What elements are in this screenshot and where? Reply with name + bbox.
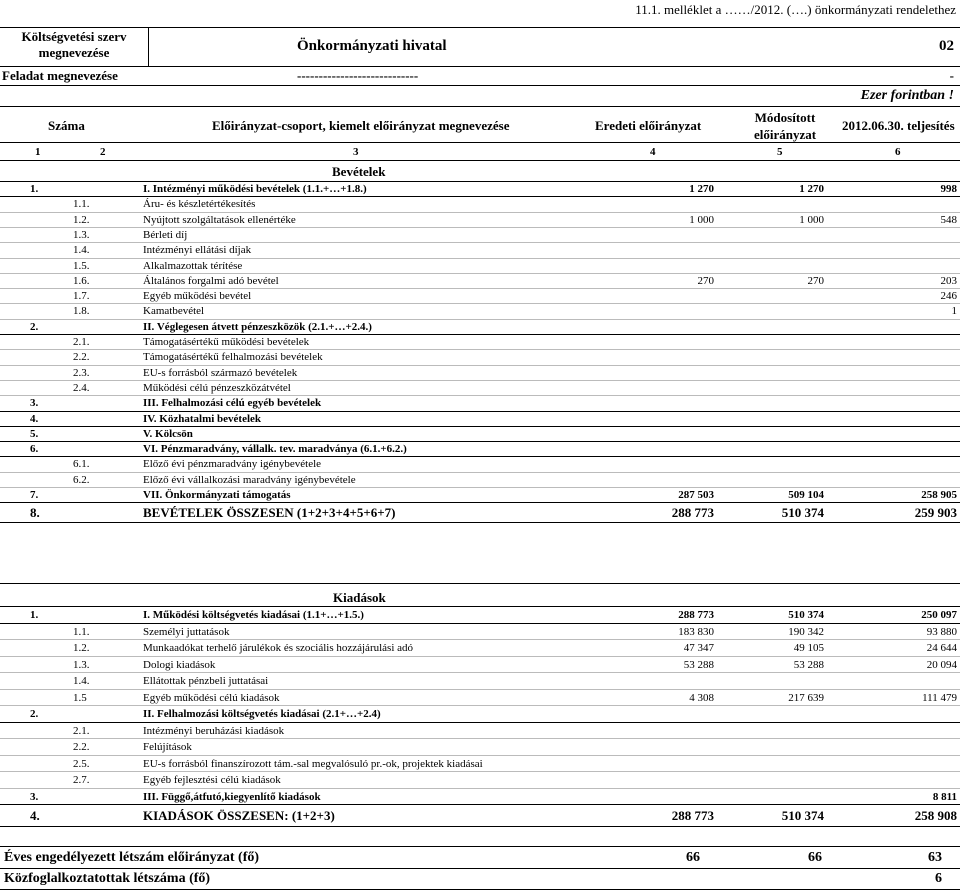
table-row bbox=[0, 690, 960, 707]
row-number: 3. bbox=[30, 790, 39, 803]
org-code: 02 bbox=[939, 38, 954, 54]
row-subnumber: 1.4. bbox=[73, 675, 90, 687]
row-label: Előző évi pénzmaradvány igénybevétele bbox=[143, 458, 322, 471]
table-row bbox=[0, 706, 960, 723]
row-eredeti: 288 773 bbox=[671, 808, 714, 823]
table-row bbox=[0, 366, 960, 381]
table-row bbox=[0, 197, 960, 212]
row-subnumber: 2.1. bbox=[73, 336, 90, 348]
row-label: Ellátottak pénzbeli juttatásai bbox=[143, 675, 269, 687]
row-eredeti: 1 000 bbox=[689, 213, 714, 226]
row-number: 1. bbox=[30, 183, 39, 195]
row-eredeti: 47 347 bbox=[683, 642, 714, 654]
row-label: Áru- és készletértékesítés bbox=[143, 198, 256, 211]
row-label: BEVÉTELEK ÖSSZESEN (1+2+3+4+5+6+7) bbox=[143, 505, 396, 521]
row-modositott: 49 105 bbox=[793, 642, 824, 654]
row-number: 6. bbox=[30, 443, 39, 456]
row-label: Támogatásértékű felhalmozási bevételek bbox=[143, 351, 323, 364]
row-label: II. Véglegesen átvett pénzeszközök (2.1.+…+2.4.) bbox=[143, 320, 372, 333]
row-modositott: 1 000 bbox=[799, 213, 824, 226]
row-modositott: 509 104 bbox=[788, 489, 824, 501]
row-teljesites: 203 bbox=[940, 274, 957, 287]
table-row bbox=[0, 457, 960, 472]
table-row bbox=[0, 427, 960, 442]
col-modositott-line2: előirányzat bbox=[753, 127, 817, 142]
row-teljesites: 259 903 bbox=[914, 505, 957, 521]
row-teljesites: 93 880 bbox=[926, 625, 957, 638]
row-label: I. Intézményi működési bevételek (1.1.+…+1.8.) bbox=[143, 183, 367, 195]
row-eredeti: 288 773 bbox=[671, 505, 714, 521]
row-modositott: 510 374 bbox=[781, 505, 824, 521]
row-label: Intézményi beruházási kiadások bbox=[143, 724, 285, 737]
row-label: Felújítások bbox=[143, 741, 192, 753]
row-label: Működési célú pénzeszközátvétel bbox=[143, 381, 291, 394]
divider bbox=[0, 522, 960, 523]
letszam-modositott: 66 bbox=[808, 850, 822, 865]
feladat-value: ---------------------------- bbox=[297, 68, 419, 83]
divider bbox=[0, 160, 960, 161]
col-modositott-line1: Módosított bbox=[754, 110, 816, 125]
row-subnumber: 2.7. bbox=[73, 774, 90, 786]
row-teljesites: 24 644 bbox=[926, 642, 957, 654]
row-teljesites: 258 905 bbox=[921, 489, 957, 501]
col-num-6: 6 bbox=[895, 146, 901, 158]
divider bbox=[0, 142, 960, 143]
row-subnumber: 1.3. bbox=[73, 658, 90, 671]
table-row bbox=[0, 396, 960, 411]
row-label: II. Felhalmozási költségvetés kiadásai (2.1+…+2.4) bbox=[143, 708, 381, 720]
row-number: 4. bbox=[30, 412, 39, 425]
row-teljesites: 111 479 bbox=[922, 691, 957, 704]
row-subnumber: 2.2. bbox=[73, 351, 90, 364]
divider bbox=[0, 826, 960, 827]
table-row bbox=[0, 274, 960, 289]
row-subnumber: 2.1. bbox=[73, 724, 90, 737]
table-row bbox=[0, 304, 960, 319]
row-eredeti: 4 308 bbox=[689, 691, 714, 704]
row-label: EU-s forrásból származó bevételek bbox=[143, 366, 298, 379]
row-subnumber: 1.1. bbox=[73, 625, 90, 638]
divider bbox=[0, 889, 960, 890]
kozfog-label: Közfoglalkoztatottak létszáma (fő) bbox=[4, 871, 211, 886]
divider bbox=[148, 28, 149, 66]
kozfog-teljesites: 6 bbox=[935, 871, 942, 886]
table-row bbox=[0, 789, 960, 806]
row-teljesites: 246 bbox=[940, 290, 957, 303]
table-row bbox=[0, 640, 960, 657]
col-num-2: 2 bbox=[100, 146, 106, 158]
letszam-teljesites: 63 bbox=[928, 850, 942, 865]
table-row bbox=[0, 607, 960, 624]
row-teljesites: 258 908 bbox=[914, 808, 957, 823]
table-row bbox=[0, 657, 960, 674]
row-number: 2. bbox=[30, 320, 39, 333]
table-row bbox=[0, 259, 960, 274]
col-modositott bbox=[730, 109, 840, 143]
table-row bbox=[0, 442, 960, 457]
col-num-4: 4 bbox=[650, 146, 656, 158]
row-label: VI. Pénzmaradvány, vállalk. tev. maradványa (6.1.+6.2.) bbox=[143, 443, 407, 456]
org-name: Önkormányzati hivatal bbox=[297, 38, 447, 54]
row-label: KIADÁSOK ÖSSZESEN: (1+2+3) bbox=[143, 808, 335, 823]
table-row bbox=[0, 412, 960, 427]
row-modositott: 510 374 bbox=[788, 609, 824, 621]
row-label: Nyújtott szolgáltatások ellenértéke bbox=[143, 213, 296, 226]
row-subnumber: 2.3. bbox=[73, 366, 90, 379]
feladat-label: Feladat megnevezése bbox=[2, 68, 118, 83]
row-label: Támogatásértékű működési bevételek bbox=[143, 336, 310, 348]
row-subnumber: 1.2. bbox=[73, 213, 90, 226]
divider bbox=[0, 66, 960, 67]
row-eredeti: 288 773 bbox=[678, 609, 714, 621]
row-label: Előző évi vállalkozási maradvány igénybevétele bbox=[143, 473, 356, 486]
row-modositott: 53 288 bbox=[793, 658, 824, 671]
row-eredeti: 1 270 bbox=[689, 183, 714, 195]
row-eredeti: 183 830 bbox=[678, 625, 714, 638]
table-row bbox=[0, 624, 960, 641]
table-row bbox=[0, 756, 960, 773]
table-row bbox=[0, 213, 960, 228]
row-subnumber: 1.8. bbox=[73, 305, 90, 318]
row-subnumber: 1.7. bbox=[73, 290, 90, 303]
col-num-5: 5 bbox=[777, 146, 783, 158]
feladat-code: - bbox=[949, 68, 954, 83]
row-subnumber: 1.6. bbox=[73, 274, 90, 287]
row-number: 4. bbox=[30, 808, 40, 823]
row-number: 5. bbox=[30, 427, 39, 440]
row-label: Kamatbevétel bbox=[143, 305, 205, 318]
row-label: I. Működési költségvetés kiadásai (1.1+…+1.5.) bbox=[143, 609, 364, 621]
row-label: Személyi juttatások bbox=[143, 625, 230, 638]
kolts-label bbox=[0, 29, 148, 61]
table-row bbox=[0, 182, 960, 197]
annex-note: 11.1. melléklet a ……/2012. (….) önkormányzati rendelethez bbox=[635, 2, 956, 17]
row-modositott: 1 270 bbox=[799, 183, 824, 195]
table-row bbox=[0, 488, 960, 503]
row-label: Alkalmazottak térítése bbox=[143, 259, 243, 272]
row-label: Munkaadókat terhelő járulékok és szociális hozzájárulási adó bbox=[143, 642, 414, 654]
divider bbox=[0, 85, 960, 86]
row-label: EU-s forrásból finanszírozott tám.-sal megvalósuló pr.-ok, projektek kiadásai bbox=[143, 757, 483, 770]
col-num-3: 3 bbox=[353, 146, 359, 158]
unit-label: Ezer forintban ! bbox=[860, 88, 954, 103]
bevetelek-title: Bevételek bbox=[332, 164, 386, 179]
row-label: Általános forgalmi adó bevétel bbox=[143, 274, 279, 287]
row-subnumber: 2.5. bbox=[73, 757, 90, 770]
row-eredeti: 270 bbox=[697, 274, 714, 287]
row-subnumber: 1.5 bbox=[73, 691, 87, 704]
row-teljesites: 250 097 bbox=[921, 609, 957, 621]
table-row bbox=[0, 772, 960, 789]
divider bbox=[0, 106, 960, 107]
row-number: 7. bbox=[30, 489, 39, 501]
kiadasok-title: Kiadások bbox=[333, 590, 386, 605]
row-label: IV. Közhatalmi bevételek bbox=[143, 412, 262, 425]
row-modositott: 510 374 bbox=[781, 808, 824, 823]
row-number: 8. bbox=[30, 505, 40, 521]
table-row bbox=[0, 350, 960, 365]
table-row bbox=[0, 228, 960, 243]
row-label: VII. Önkormányzati támogatás bbox=[143, 489, 291, 501]
row-teljesites: 1 bbox=[951, 305, 957, 318]
row-eredeti: 53 288 bbox=[683, 658, 714, 671]
col-csoport: Előirányzat-csoport, kiemelt előirányzat megnevezése bbox=[212, 118, 510, 133]
row-modositott: 217 639 bbox=[788, 691, 824, 704]
table-row bbox=[0, 473, 960, 488]
row-number: 1. bbox=[30, 609, 39, 621]
row-teljesites: 20 094 bbox=[926, 658, 957, 671]
row-label: V. Kölcsön bbox=[143, 427, 193, 440]
row-subnumber: 6.1. bbox=[73, 458, 90, 471]
kolts-label-line2: megnevezése bbox=[38, 45, 110, 60]
row-modositott: 270 bbox=[807, 274, 824, 287]
table-row bbox=[0, 673, 960, 690]
divider bbox=[0, 846, 960, 847]
divider bbox=[0, 868, 960, 869]
table-row bbox=[0, 335, 960, 350]
col-szama: Száma bbox=[48, 118, 85, 133]
row-eredeti: 287 503 bbox=[678, 489, 714, 501]
row-label: III. Függő,átfutó,kiegyenlítő kiadások bbox=[143, 790, 321, 803]
table-row bbox=[0, 320, 960, 335]
col-teljesites: 2012.06.30. teljesítés bbox=[842, 118, 955, 133]
row-subnumber: 1.5. bbox=[73, 259, 90, 272]
letszam-label: Éves engedélyezett létszám előirányzat (fő) bbox=[4, 850, 260, 865]
row-subnumber: 1.2. bbox=[73, 642, 90, 654]
row-teljesites: 8 811 bbox=[932, 790, 957, 803]
row-modositott: 190 342 bbox=[788, 625, 824, 638]
row-number: 3. bbox=[30, 397, 39, 410]
row-label: Egyéb fejlesztési célú kiadások bbox=[143, 774, 281, 786]
row-subnumber: 1.4. bbox=[73, 244, 90, 257]
col-num-1: 1 bbox=[35, 146, 41, 158]
row-label: III. Felhalmozási célú egyéb bevételek bbox=[143, 397, 322, 410]
row-label: Intézményi ellátási díjak bbox=[143, 244, 252, 257]
table-row bbox=[0, 243, 960, 258]
row-subnumber: 1.3. bbox=[73, 228, 90, 241]
table-row bbox=[0, 503, 960, 523]
table-row bbox=[0, 739, 960, 756]
table-row bbox=[0, 289, 960, 304]
row-label: Dologi kiadások bbox=[143, 658, 216, 671]
row-teljesites: 998 bbox=[940, 183, 957, 195]
divider bbox=[0, 27, 960, 28]
kolts-label-line1: Költségvetési szerv bbox=[21, 29, 127, 44]
row-subnumber: 2.4. bbox=[73, 381, 90, 394]
row-label: Bérleti díj bbox=[143, 228, 188, 241]
row-number: 2. bbox=[30, 708, 39, 720]
row-teljesites: 548 bbox=[940, 213, 957, 226]
row-subnumber: 2.2. bbox=[73, 741, 90, 753]
col-eredeti: Eredeti előirányzat bbox=[595, 118, 702, 133]
divider bbox=[0, 583, 960, 584]
table-row bbox=[0, 723, 960, 740]
table-row bbox=[0, 381, 960, 396]
table-row bbox=[0, 805, 960, 827]
row-subnumber: 6.2. bbox=[73, 473, 90, 486]
letszam-eredeti: 66 bbox=[686, 850, 700, 865]
row-subnumber: 1.1. bbox=[73, 198, 90, 211]
row-label: Egyéb működési bevétel bbox=[143, 290, 252, 303]
row-label: Egyéb működési célú kiadások bbox=[143, 691, 280, 704]
